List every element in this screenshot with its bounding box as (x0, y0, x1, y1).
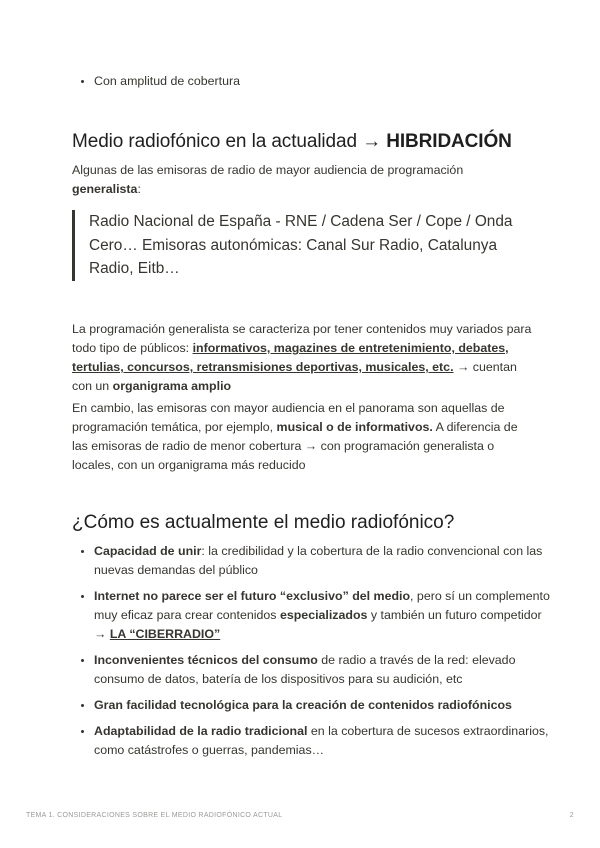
list-item: • Capacidad de unir: la credibilidad y la cobertura de la radio convencional con las nuevas demandas del público (94, 542, 554, 580)
page-footer (26, 812, 574, 819)
list-item: • Con amplitud de cobertura (94, 72, 554, 91)
quote-block: Radio Nacional de España - RNE / Cadena Ser / Cope / Onda Cero… Emisoras autonómicas: Canal Sur Radio, Catalunya Radio, Eitb… (72, 210, 529, 281)
list-item: • Inconvenientes técnicos del consumo de radio a través de la red: elevado consumo de datos, batería de los dispositivos para su audición, etc (94, 651, 554, 689)
list-item: • Gran facilidad tecnológica para la creación de contenidos radiofónicos (94, 696, 554, 715)
top-bullet-list (72, 72, 554, 98)
list-item: • Adaptabilidad de la radio tradicional en la cobertura de sucesos extraordinarios, como catástrofes o guerras, pandemias… (94, 722, 554, 760)
footer-title: TEMA 1. CONSIDERACIONES SOBRE EL MEDIO RADIOFÓNICO ACTUAL (26, 812, 283, 819)
generalista-paragraph: La programación generalista se caracteriza por tener contenidos muy variados para todo tipo de públicos: informativos, magazines de entretenimiento, debates, tertulias, concursos, retransmisiones deportivas, musicales, etc. → cuentan con un organigrama amplio (72, 322, 532, 393)
section-heading-hibridacion: Medio radiofónico en la actualidad → HIBRIDACIÓN (72, 131, 512, 152)
ciberradio-link: LA “CIBERRADIO” (109, 627, 221, 641)
underlined-content-list: informativos, magazines de entretenimiento, debates, tertulias, concursos, retransmisiones deportivas, musicales, etc. (72, 341, 509, 374)
list-item: • Internet no parece ser el futuro “exclusivo” del medio, pero sí un complemento muy eficaz para crear contenidos especializados y también un futuro competidor → LA “CIBERRADIO” (94, 587, 554, 644)
section-heading-como: ¿Cómo es actualmente el medio radiofónico? (72, 512, 455, 533)
tematica-paragraph: En cambio, las emisoras con mayor audiencia en el panorama son aquellas de programación temática, por ejemplo, musical o de informativos. A diferencia de las emisoras de radio de menor cobertura → con programación generalista o locales, con un organigrama más reducido (72, 401, 518, 472)
features-bullet-list (72, 542, 554, 767)
page-number: 2 (569, 812, 574, 819)
intro-paragraph: Algunas de las emisoras de radio de mayor audiencia de programación generalista: (72, 163, 464, 196)
